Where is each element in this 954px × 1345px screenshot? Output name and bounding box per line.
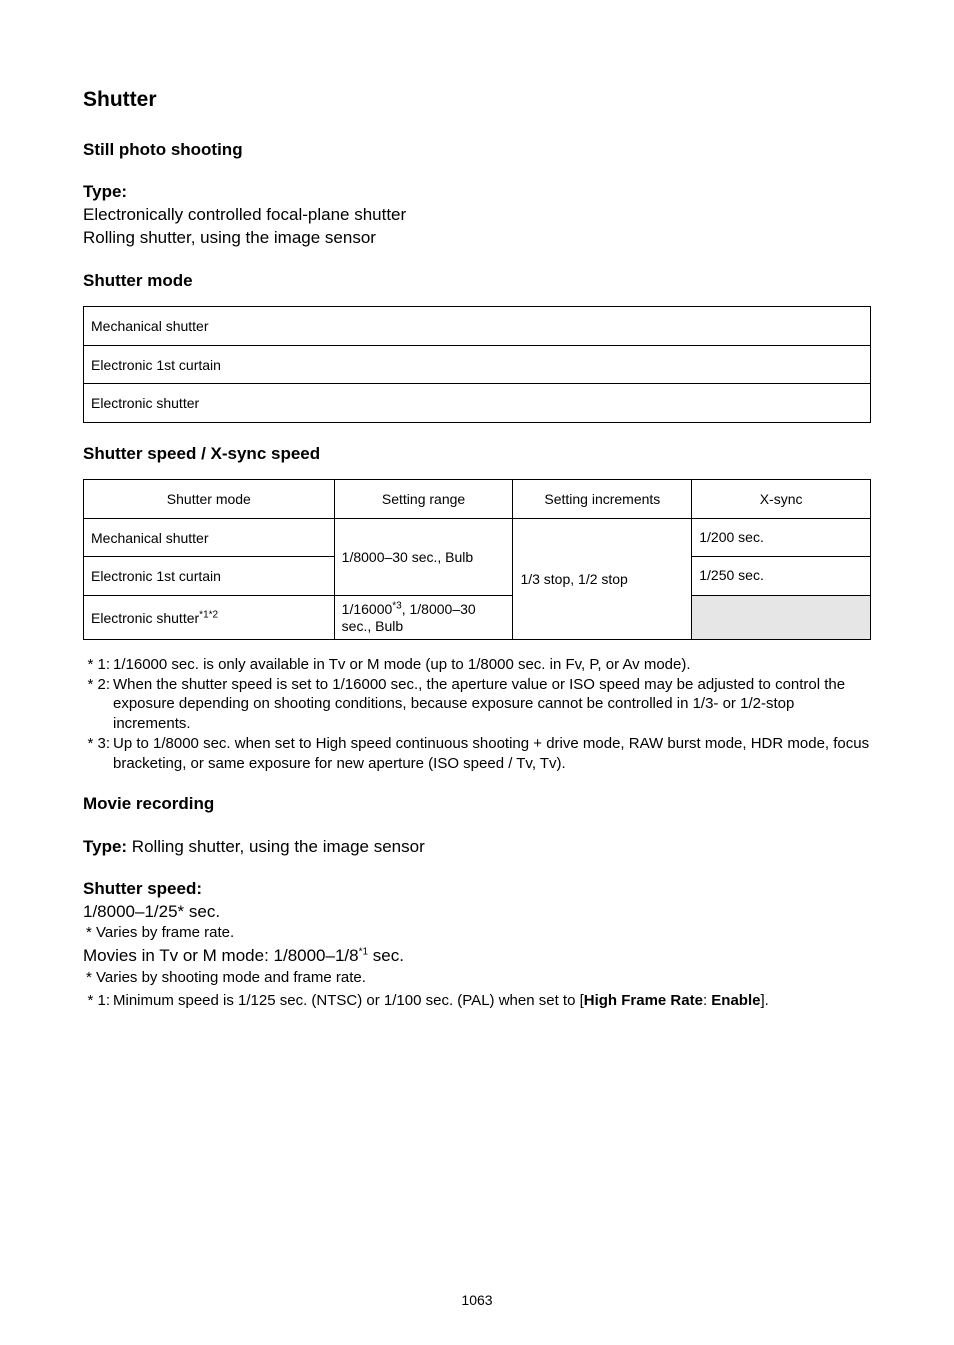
footnote-2 <box>83 675 873 734</box>
range-mechanical: 1/8000–30 sec., Bulb <box>334 519 513 596</box>
note-text: Varies by shooting mode and frame rate. <box>96 969 366 986</box>
footnote-text: When the shutter speed is set to 1/16000 sec., the aperture value or ISO speed may be adjusted to control the exposure depending on shooting conditions, because exposure cannot be controlled in 1/3- or 1/2-stop increments. <box>113 675 846 733</box>
footnote-text: 1/16000 sec. is only available in Tv or M mode (up to 1/8000 sec. in Fv, P, or Av mode). <box>113 656 691 673</box>
fn-bold-high-frame-rate: High Frame Rate <box>583 992 703 1009</box>
header-setting-range: Setting range <box>334 480 513 519</box>
header-x-sync: X-sync <box>692 480 871 519</box>
fn-text-a: Minimum speed is 1/125 sec. (NTSC) or 1/100 sec. (PAL) when set to [ <box>113 992 584 1009</box>
movie-speed-label: Shutter speed: <box>83 879 203 898</box>
footnote-mark: * 1: <box>87 656 110 673</box>
movie-heading: Movie recording <box>83 794 215 813</box>
still-footnotes <box>83 655 873 773</box>
range-text-b: , 1/8000–30 sec., Bulb <box>341 600 476 634</box>
page-number: 1063 <box>461 1292 493 1308</box>
shutter-speed-heading: Shutter speed / X-sync speed <box>83 444 321 463</box>
footnote-text: Up to 1/8000 sec. when set to High speed continuous shooting + drive mode, RAW burst mode, HDR mode, focus bracketing, or same exposure for new aperture (ISO speed / Tv, Tv). <box>113 734 870 772</box>
range-footnote-ref: *3 <box>392 599 402 611</box>
mode-cell: Mechanical shutter <box>84 307 871 346</box>
row-mode-mechanical: Mechanical shutter <box>84 519 335 557</box>
movie-speed-value: 1/8000–1/25* sec. <box>83 902 221 921</box>
footnote-mark: * 1: <box>87 992 110 1009</box>
note-text: Varies by frame rate. <box>96 924 235 941</box>
movie-tvm-note <box>86 969 366 986</box>
mode-footnote-ref: *1*2 <box>199 608 219 620</box>
footnote-mark: * 2: <box>87 675 110 693</box>
fn-text-c: ]. <box>760 992 769 1009</box>
movie-footnotes <box>83 990 873 1011</box>
footnote-text <box>113 990 873 1011</box>
note-mark: * <box>86 924 92 941</box>
row-mode-electronic <box>84 596 335 640</box>
shutter-mode-heading: Shutter mode <box>83 271 193 290</box>
footnote-1 <box>83 655 873 675</box>
movie-type-label: Type: <box>83 837 128 856</box>
still-type-line-1: Electronically controlled focal-plane shutter <box>83 205 407 224</box>
fn-bold-enable: Enable <box>711 992 761 1009</box>
fn-text-b: : <box>702 992 712 1009</box>
tvm-text-a: Movies in Tv or M mode: 1/8000–1/8 <box>83 946 359 965</box>
movie-speed-note <box>86 924 234 941</box>
shutter-speed-table <box>83 479 871 640</box>
mode-cell: Electronic 1st curtain <box>84 346 871 384</box>
movie-tvm-speed <box>83 946 404 966</box>
tvm-footnote-ref: *1 <box>358 946 369 958</box>
tvm-text-b: sec. <box>368 946 404 965</box>
increments-cell: 1/3 stop, 1/2 stop <box>513 519 692 640</box>
shutter-mode-table <box>83 306 871 423</box>
xsync-mechanical: 1/200 sec. <box>692 519 871 557</box>
mode-text: Electronic shutter <box>91 609 200 626</box>
page-title: Shutter <box>83 88 157 111</box>
row-mode-electronic-1st: Electronic 1st curtain <box>84 557 335 596</box>
movie-type-value: Rolling shutter, using the image sensor <box>127 837 425 856</box>
range-text-a: 1/16000 <box>341 600 393 617</box>
xsync-electronic-empty <box>692 596 871 640</box>
note-mark: * <box>86 969 92 986</box>
movie-type <box>83 837 425 857</box>
mode-cell: Electronic shutter <box>84 384 871 423</box>
movie-footnote-1 <box>83 990 873 1011</box>
footnote-mark: * 3: <box>87 734 110 752</box>
range-electronic <box>334 596 513 640</box>
still-type-line-2: Rolling shutter, using the image sensor <box>83 228 376 247</box>
header-setting-increments: Setting increments <box>513 480 692 519</box>
header-shutter-mode: Shutter mode <box>84 480 335 519</box>
still-heading: Still photo shooting <box>83 140 243 159</box>
footnote-3 <box>83 734 873 773</box>
xsync-electronic-1st: 1/250 sec. <box>692 557 871 596</box>
still-type-label: Type: <box>83 182 128 201</box>
